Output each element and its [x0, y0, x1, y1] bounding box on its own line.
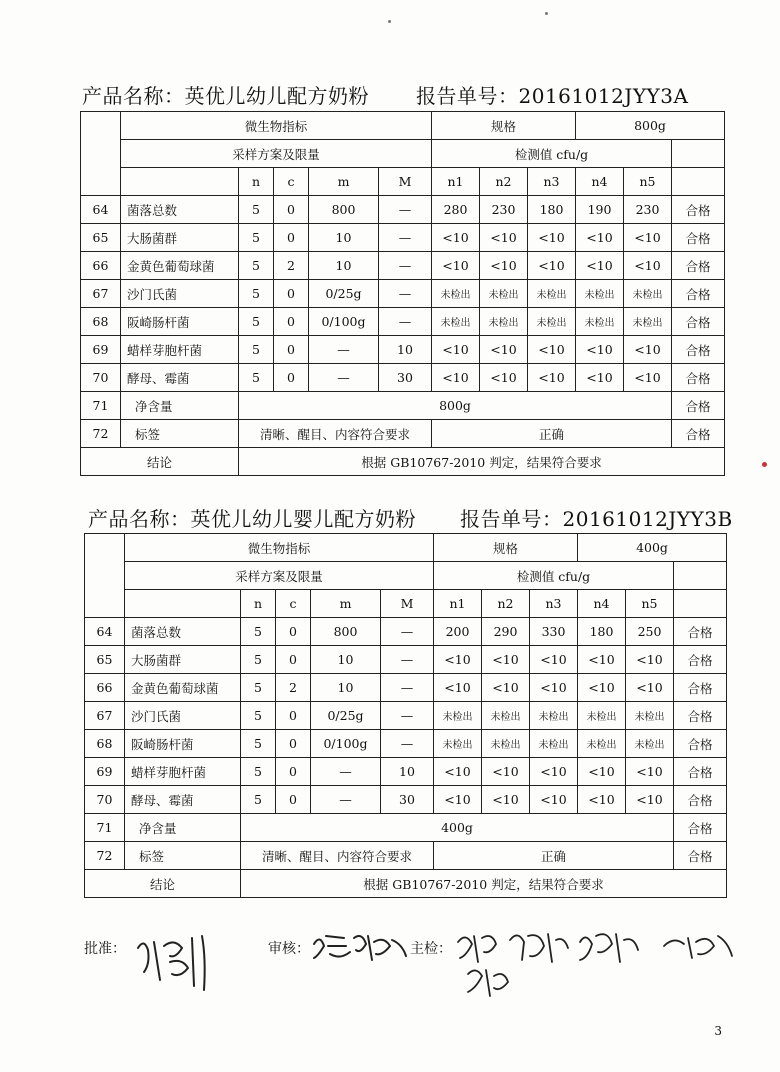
table-row — [85, 786, 727, 814]
test-item: 菌落总数 — [121, 196, 239, 224]
approve-label: 批准： — [84, 941, 126, 957]
sample-n: 5 — [239, 252, 274, 280]
test-item: 沙门氏菌 — [121, 280, 239, 308]
col-n2: n2 — [482, 590, 530, 618]
sampling-header: 采样方案及限量 — [121, 140, 432, 168]
detect-value-n2: 230 — [480, 196, 528, 224]
sample-c: 0 — [274, 196, 309, 224]
spec-value: 800g — [576, 112, 725, 140]
limit-m: — — [309, 364, 379, 392]
detect-header: 检测值 cfu/g — [432, 140, 672, 168]
detect-value-n3: 未检出 — [528, 308, 576, 336]
table-row — [85, 618, 727, 646]
detect-value-n4: <10 — [578, 646, 626, 674]
spec-value: 400g — [578, 534, 727, 562]
reviewer-signature — [310, 928, 410, 968]
detect-value-n4: 180 — [578, 618, 626, 646]
detect-value-n1: <10 — [434, 646, 482, 674]
net-content-value: 800g — [239, 392, 672, 420]
result-cell: 合格 — [672, 196, 725, 224]
detect-value-n4: <10 — [578, 674, 626, 702]
scan-speck — [762, 462, 767, 467]
limit-m: — — [309, 336, 379, 364]
table-row — [81, 336, 725, 364]
test-item: 阪崎肠杆菌 — [121, 308, 239, 336]
label-result: 合格 — [672, 420, 725, 448]
product-label: 产品名称： — [82, 84, 185, 108]
detect-value-n4: <10 — [578, 758, 626, 786]
result-cell: 合格 — [674, 646, 727, 674]
row-number: 70 — [85, 786, 125, 814]
report-number-line — [416, 80, 688, 109]
detect-value-n5: <10 — [624, 252, 672, 280]
conclusion-row — [85, 870, 727, 898]
product-label: 产品名称： — [88, 507, 191, 531]
detect-value-n5: <10 — [626, 646, 674, 674]
detect-value-n1: 未检出 — [434, 702, 482, 730]
row-number: 66 — [81, 252, 121, 280]
col-n4: n4 — [578, 590, 626, 618]
test-item: 蜡样芽胞杆菌 — [121, 336, 239, 364]
detect-value-n3: <10 — [528, 252, 576, 280]
net-content-row — [81, 392, 725, 420]
product-name: 英优儿幼儿婴儿配方奶粉 — [190, 507, 416, 531]
scan-speck — [545, 12, 548, 15]
sampling-header: 采样方案及限量 — [125, 562, 434, 590]
sample-c: 0 — [274, 336, 309, 364]
net-content-label: 净含量 — [121, 392, 239, 420]
label-value: 正确 — [434, 842, 674, 870]
limit-m: — — [311, 758, 381, 786]
detect-value-n4: <10 — [576, 364, 624, 392]
net-content-label: 净含量 — [125, 814, 241, 842]
row-number: 69 — [81, 336, 121, 364]
label-value: 正确 — [432, 420, 672, 448]
label-label: 标签 — [121, 420, 239, 448]
col-n3: n3 — [530, 590, 578, 618]
limit-M: — — [381, 702, 434, 730]
sample-c: 2 — [274, 252, 309, 280]
detect-value-n1: <10 — [432, 364, 480, 392]
sample-c: 0 — [276, 730, 311, 758]
detect-value-n1: <10 — [432, 336, 480, 364]
label-label: 标签 — [125, 842, 241, 870]
limit-m: 0/25g — [311, 702, 381, 730]
detect-value-n5: <10 — [626, 758, 674, 786]
limit-M: — — [379, 224, 432, 252]
sample-c: 0 — [274, 364, 309, 392]
col-n4: n4 — [576, 168, 624, 196]
limit-M: — — [381, 618, 434, 646]
sample-c: 0 — [276, 758, 311, 786]
report-number-line — [460, 503, 733, 532]
inspector-signatures — [452, 922, 752, 1002]
result-cell: 合格 — [674, 702, 727, 730]
col-m: m — [309, 168, 379, 196]
detect-value-n5: <10 — [624, 224, 672, 252]
table-header-row — [85, 534, 727, 562]
sample-n: 5 — [241, 674, 276, 702]
table-row — [85, 730, 727, 758]
row-number: 72 — [81, 420, 121, 448]
limit-m: 10 — [309, 252, 379, 280]
test-item: 阪崎肠杆菌 — [125, 730, 241, 758]
col-n1: n1 — [434, 590, 482, 618]
product-name-line — [88, 503, 416, 532]
table-row — [85, 646, 727, 674]
row-number: 64 — [85, 618, 125, 646]
col-c: c — [274, 168, 309, 196]
test-item: 金黄色葡萄球菌 — [125, 674, 241, 702]
detect-value-n4: <10 — [578, 786, 626, 814]
detect-value-n3: 180 — [528, 196, 576, 224]
limit-M: — — [379, 280, 432, 308]
table-row — [81, 364, 725, 392]
detect-value-n1: <10 — [434, 674, 482, 702]
microbiology-table-a — [80, 111, 725, 476]
detect-value-n4: 未检出 — [576, 308, 624, 336]
detect-value-n1: 200 — [434, 618, 482, 646]
test-item: 酵母、霉菌 — [121, 364, 239, 392]
sample-c: 0 — [276, 786, 311, 814]
test-item: 蜡样芽胞杆菌 — [125, 758, 241, 786]
result-cell: 合格 — [672, 336, 725, 364]
sample-c: 0 — [276, 646, 311, 674]
table-row — [85, 758, 727, 786]
result-cell: 合格 — [672, 364, 725, 392]
net-content-row — [85, 814, 727, 842]
sample-n: 5 — [241, 786, 276, 814]
review-label: 审核： — [268, 941, 310, 957]
limit-M: — — [381, 646, 434, 674]
limit-m: 10 — [309, 224, 379, 252]
detect-value-n5: 250 — [626, 618, 674, 646]
detect-value-n3: 未检出 — [528, 280, 576, 308]
detect-value-n5: <10 — [624, 364, 672, 392]
limit-M: 30 — [379, 364, 432, 392]
detect-value-n4: <10 — [576, 224, 624, 252]
sample-n: 5 — [241, 730, 276, 758]
detect-value-n1: 未检出 — [432, 308, 480, 336]
limit-m: 800 — [311, 618, 381, 646]
sample-n: 5 — [239, 364, 274, 392]
detect-value-n1: <10 — [434, 758, 482, 786]
micro-header: 微生物指标 — [121, 112, 432, 140]
limit-m: 0/100g — [311, 730, 381, 758]
limit-m: 0/100g — [309, 308, 379, 336]
result-cell: 合格 — [674, 618, 727, 646]
detect-value-n3: <10 — [530, 646, 578, 674]
result-cell: 合格 — [672, 252, 725, 280]
detect-value-n5: <10 — [626, 674, 674, 702]
col-n5: n5 — [626, 590, 674, 618]
limit-M: — — [379, 196, 432, 224]
col-n1: n1 — [432, 168, 480, 196]
main-inspector-label: 主检： — [410, 941, 452, 957]
row-number: 70 — [81, 364, 121, 392]
detect-value-n2: <10 — [482, 674, 530, 702]
result-cell: 合格 — [674, 674, 727, 702]
table-row — [81, 196, 725, 224]
limit-m: 800 — [309, 196, 379, 224]
detect-value-n2: <10 — [482, 758, 530, 786]
sample-n: 5 — [241, 702, 276, 730]
test-item: 沙门氏菌 — [125, 702, 241, 730]
detect-value-n5: 未检出 — [624, 308, 672, 336]
detect-value-n1: 280 — [432, 196, 480, 224]
conclusion-row — [81, 448, 725, 476]
detect-value-n3: <10 — [530, 786, 578, 814]
label-requirement: 清晰、醒目、内容符合要求 — [241, 842, 434, 870]
col-n5: n5 — [624, 168, 672, 196]
row-number: 67 — [81, 280, 121, 308]
spec-label: 规格 — [432, 112, 576, 140]
micro-header: 微生物指标 — [125, 534, 434, 562]
table-row — [81, 224, 725, 252]
detect-value-n2: <10 — [482, 786, 530, 814]
table-row — [81, 280, 725, 308]
result-cell: 合格 — [674, 786, 727, 814]
spec-label: 规格 — [434, 534, 578, 562]
table-body — [85, 618, 727, 814]
detect-value-n2: 未检出 — [480, 280, 528, 308]
limit-M: 10 — [379, 336, 432, 364]
report-number: 20161012JYY3B — [562, 507, 733, 531]
detect-value-n5: 未检出 — [624, 280, 672, 308]
row-number: 69 — [85, 758, 125, 786]
report-label: 报告单号： — [416, 84, 519, 108]
detect-value-n2: 290 — [482, 618, 530, 646]
result-cell: 合格 — [672, 280, 725, 308]
report-label: 报告单号： — [460, 507, 563, 531]
detect-value-n3: 未检出 — [530, 730, 578, 758]
sample-n: 5 — [239, 280, 274, 308]
limit-M: — — [381, 674, 434, 702]
sample-n: 5 — [241, 758, 276, 786]
row-number: 71 — [85, 814, 125, 842]
detect-value-n1: 未检出 — [432, 280, 480, 308]
limit-M: — — [379, 308, 432, 336]
detect-value-n4: 未检出 — [578, 730, 626, 758]
detect-value-n4: 190 — [576, 196, 624, 224]
row-number: 71 — [81, 392, 121, 420]
sample-n: 5 — [241, 646, 276, 674]
sample-n: 5 — [239, 196, 274, 224]
detect-value-n2: <10 — [480, 364, 528, 392]
table-header-row — [81, 168, 725, 196]
result-cell: 合格 — [674, 758, 727, 786]
row-number: 68 — [85, 730, 125, 758]
conclusion-label: 结论 — [81, 448, 239, 476]
net-content-value: 400g — [241, 814, 674, 842]
limit-M: — — [381, 730, 434, 758]
row-number: 65 — [81, 224, 121, 252]
detect-header: 检测值 cfu/g — [434, 562, 674, 590]
detect-value-n5: 未检出 — [626, 730, 674, 758]
table-header-row — [85, 562, 727, 590]
test-item: 大肠菌群 — [125, 646, 241, 674]
detect-value-n1: 未检出 — [434, 730, 482, 758]
sample-c: 2 — [276, 674, 311, 702]
detect-value-n2: <10 — [480, 224, 528, 252]
col-n2: n2 — [480, 168, 528, 196]
label-row — [81, 420, 725, 448]
detect-value-n2: <10 — [480, 252, 528, 280]
label-requirement: 清晰、醒目、内容符合要求 — [239, 420, 432, 448]
detect-value-n5: <10 — [624, 336, 672, 364]
row-number: 66 — [85, 674, 125, 702]
microbiology-table-b — [84, 533, 727, 898]
detect-value-n1: <10 — [432, 252, 480, 280]
row-number: 67 — [85, 702, 125, 730]
conclusion-text: 根据 GB10767-2010 判定，结果符合要求 — [239, 448, 725, 476]
row-number: 72 — [85, 842, 125, 870]
sample-n: 5 — [239, 224, 274, 252]
detect-value-n4: 未检出 — [578, 702, 626, 730]
conclusion-label: 结论 — [85, 870, 241, 898]
limit-M: — — [379, 252, 432, 280]
detect-value-n2: 未检出 — [480, 308, 528, 336]
col-m: m — [311, 590, 381, 618]
sample-c: 0 — [276, 618, 311, 646]
section-b-header — [0, 503, 780, 535]
product-name-line — [82, 80, 369, 109]
detect-value-n5: 230 — [624, 196, 672, 224]
table-header-row — [81, 112, 725, 140]
limit-m: 0/25g — [309, 280, 379, 308]
detect-value-n1: <10 — [434, 786, 482, 814]
result-cell: 合格 — [672, 308, 725, 336]
sample-c: 0 — [274, 308, 309, 336]
table-header-row — [81, 140, 725, 168]
sample-n: 5 — [239, 308, 274, 336]
detect-value-n5: 未检出 — [626, 702, 674, 730]
conclusion-text: 根据 GB10767-2010 判定，结果符合要求 — [241, 870, 727, 898]
sample-c: 0 — [276, 702, 311, 730]
detect-value-n3: <10 — [528, 364, 576, 392]
result-cell: 合格 — [672, 224, 725, 252]
test-item: 大肠菌群 — [121, 224, 239, 252]
section-a-header — [0, 80, 780, 112]
detect-value-n5: <10 — [626, 786, 674, 814]
detect-value-n2: 未检出 — [482, 702, 530, 730]
net-content-result: 合格 — [674, 814, 727, 842]
col-n3: n3 — [528, 168, 576, 196]
detect-value-n2: <10 — [482, 646, 530, 674]
test-item: 菌落总数 — [125, 618, 241, 646]
col-n: n — [239, 168, 274, 196]
product-name: 英优儿幼儿配方奶粉 — [184, 84, 369, 108]
col-n: n — [241, 590, 276, 618]
limit-M: 10 — [381, 758, 434, 786]
test-item: 酵母、霉菌 — [125, 786, 241, 814]
detect-value-n3: 330 — [530, 618, 578, 646]
report-number: 20161012JYY3A — [518, 84, 689, 108]
approver-signature — [130, 928, 220, 998]
detect-value-n3: <10 — [530, 674, 578, 702]
net-content-result: 合格 — [672, 392, 725, 420]
row-number: 65 — [85, 646, 125, 674]
table-row — [81, 308, 725, 336]
label-row — [85, 842, 727, 870]
table-row — [85, 674, 727, 702]
detect-value-n4: <10 — [576, 336, 624, 364]
detect-value-n1: <10 — [432, 224, 480, 252]
detect-value-n2: 未检出 — [482, 730, 530, 758]
sample-c: 0 — [274, 224, 309, 252]
label-result: 合格 — [674, 842, 727, 870]
limit-m: — — [311, 786, 381, 814]
detect-value-n2: <10 — [480, 336, 528, 364]
detect-value-n4: <10 — [576, 252, 624, 280]
table-body — [81, 196, 725, 392]
sample-c: 0 — [274, 280, 309, 308]
table-row — [81, 252, 725, 280]
row-number: 64 — [81, 196, 121, 224]
col-M: M — [379, 168, 432, 196]
sample-n: 5 — [239, 336, 274, 364]
detect-value-n4: 未检出 — [576, 280, 624, 308]
limit-m: 10 — [311, 646, 381, 674]
table-header-row — [85, 590, 727, 618]
result-cell: 合格 — [674, 730, 727, 758]
detect-value-n3: <10 — [530, 758, 578, 786]
col-M: M — [381, 590, 434, 618]
scan-speck — [388, 20, 391, 23]
detect-value-n3: 未检出 — [530, 702, 578, 730]
page-number: 3 — [714, 1024, 722, 1038]
sample-n: 5 — [241, 618, 276, 646]
test-item: 金黄色葡萄球菌 — [121, 252, 239, 280]
col-c: c — [276, 590, 311, 618]
limit-m: 10 — [311, 674, 381, 702]
detect-value-n3: <10 — [528, 336, 576, 364]
limit-M: 30 — [381, 786, 434, 814]
detect-value-n3: <10 — [528, 224, 576, 252]
table-row — [85, 702, 727, 730]
row-number: 68 — [81, 308, 121, 336]
